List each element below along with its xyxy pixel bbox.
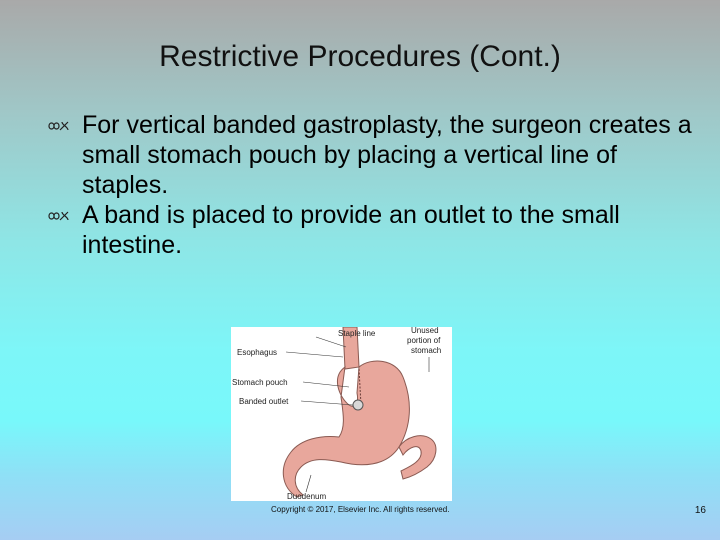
- infinity-bullet-icon: [48, 119, 70, 133]
- bullet-text: For vertical banded gastroplasty, the surgeon creates a small stomach pouch by placing a vertical line of staples.: [82, 111, 692, 199]
- label-esophagus: Esophagus: [237, 348, 278, 357]
- copyright-notice: Copyright © 2017, Elsevier Inc. All rights reserved.: [271, 505, 450, 514]
- infinity-bullet-icon: [48, 209, 70, 223]
- bullet-text: A band is placed to provide an outlet to the small intestine.: [82, 201, 620, 259]
- label-unused-1: Unused: [411, 327, 439, 335]
- bullet-item: [48, 110, 698, 200]
- bullet-item: [48, 200, 698, 260]
- label-banded-outlet: Banded outlet: [239, 397, 289, 406]
- bullet-list: [48, 110, 698, 260]
- slide-title: Restrictive Procedures (Cont.): [159, 40, 561, 73]
- stomach-illustration: [231, 327, 452, 501]
- label-stomach-pouch: Stomach pouch: [232, 378, 288, 387]
- label-unused-3: stomach: [411, 346, 442, 355]
- label-staple-line: Staple line: [338, 329, 376, 338]
- label-duodenum: Duodenum: [287, 492, 327, 501]
- page-number: 16: [694, 505, 706, 516]
- label-unused-2: portion of: [407, 336, 441, 345]
- stomach-diagram: [231, 327, 452, 501]
